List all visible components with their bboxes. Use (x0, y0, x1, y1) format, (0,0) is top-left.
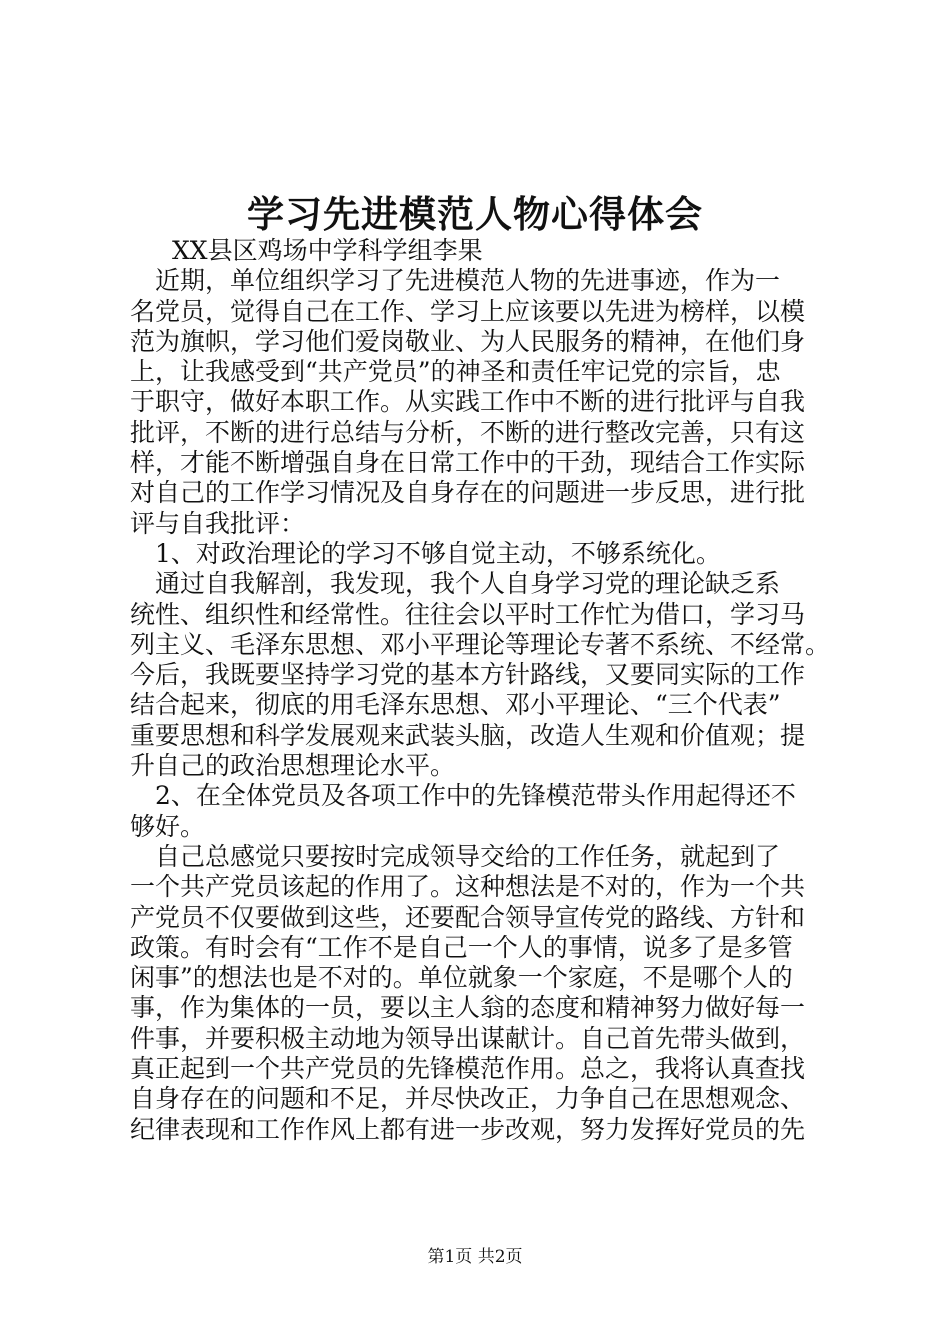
text-line: 名党员，觉得自己在工作、学习上应该要以先进为榜样，以模 (130, 296, 806, 326)
text-line: 纪律表现和工作作风上都有进一步改观，努力发挥好党员的先 (130, 1114, 806, 1144)
text-line: 结合起来，彻底的用毛泽东思想、邓小平理论、“三个代表” (130, 690, 781, 720)
author-line: XX县区鸡场中学科学组李果 (172, 236, 483, 265)
text-line: 今后，我既要坚持学习党的基本方针路线，又要同实际的工作 (130, 660, 806, 690)
text-line: 事，作为集体的一员，要以主人翁的态度和精神努力做好每一 (130, 993, 806, 1023)
text-line: 统性、组织性和经常性。往往会以平时工作忙为借口，学习马 (130, 599, 806, 629)
text-line: 批评，不断的进行总结与分析，不断的进行整改完善，只有这 (130, 417, 806, 447)
text-line: 一个共产党员该起的作用了。这种想法是不对的，作为一个共 (130, 872, 806, 902)
text-line: 重要思想和科学发展观来武装头脑，改造人生观和价值观；提 (130, 720, 806, 750)
document-body (130, 236, 830, 1145)
text-line: 政策。有时会有“工作不是自己一个人的事情，说多了是多管 (130, 932, 793, 962)
text-line: 自身存在的问题和不足，并尽快改正，力争自己在思想观念、 (130, 1084, 806, 1114)
text-line: 样，才能不断增强自身在日常工作中的干劲，现结合工作实际 (130, 448, 806, 478)
text-line: 自己总感觉只要按时完成领导交给的工作任务，就起到了 (130, 841, 781, 871)
text-line: 范为旗帜，学习他们爱岗敬业、为人民服务的精神，在他们身 (130, 326, 806, 356)
text-line: 产党员不仅要做到这些，还要配合领导宣传党的路线、方针和 (130, 902, 806, 932)
text-line: 对自己的工作学习情况及自身存在的问题进一步反思，进行批 (130, 478, 806, 508)
paragraph-lines (130, 266, 830, 1145)
page-footer: 第1页 共2页 (427, 1247, 523, 1267)
text-line: 真正起到一个共产党员的先锋模范作用。总之，我将认真查找 (130, 1054, 806, 1084)
text-line: 通过自我解剖，我发现，我个人自身学习党的理论缺乏系 (130, 569, 781, 599)
text-line: 于职守，做好本职工作。从实践工作中不断的进行批评与自我 (130, 387, 806, 417)
text-line: 闲事”的想法也是不对的。单位就象一个家庭，不是哪个人的 (130, 963, 793, 993)
text-line: 件事，并要积极主动地为领导出谋献计。自己首先带头做到， (130, 1023, 806, 1053)
text-line: 列主义、毛泽东思想、邓小平理论等理论专著不系统、不经常。 (130, 629, 831, 659)
text-line: 升自己的政治思想理论水平。 (130, 751, 456, 781)
text-line: 1、对政治理论的学习不够自觉主动，不够系统化。 (130, 538, 721, 568)
text-line: 评与自我批评： (130, 508, 306, 538)
text-line: 够好。 (130, 811, 206, 841)
text-line: 2、在全体党员及各项工作中的先锋模范带头作用起得还不 (130, 781, 796, 811)
document-title: 学习先进模范人物心得体会 (247, 192, 703, 236)
text-line: 近期，单位组织学习了先进模范人物的先进事迹，作为一 (130, 266, 781, 296)
text-line: 上，让我感受到“共产党员”的神圣和责任牢记党的宗旨，忠 (130, 357, 781, 387)
